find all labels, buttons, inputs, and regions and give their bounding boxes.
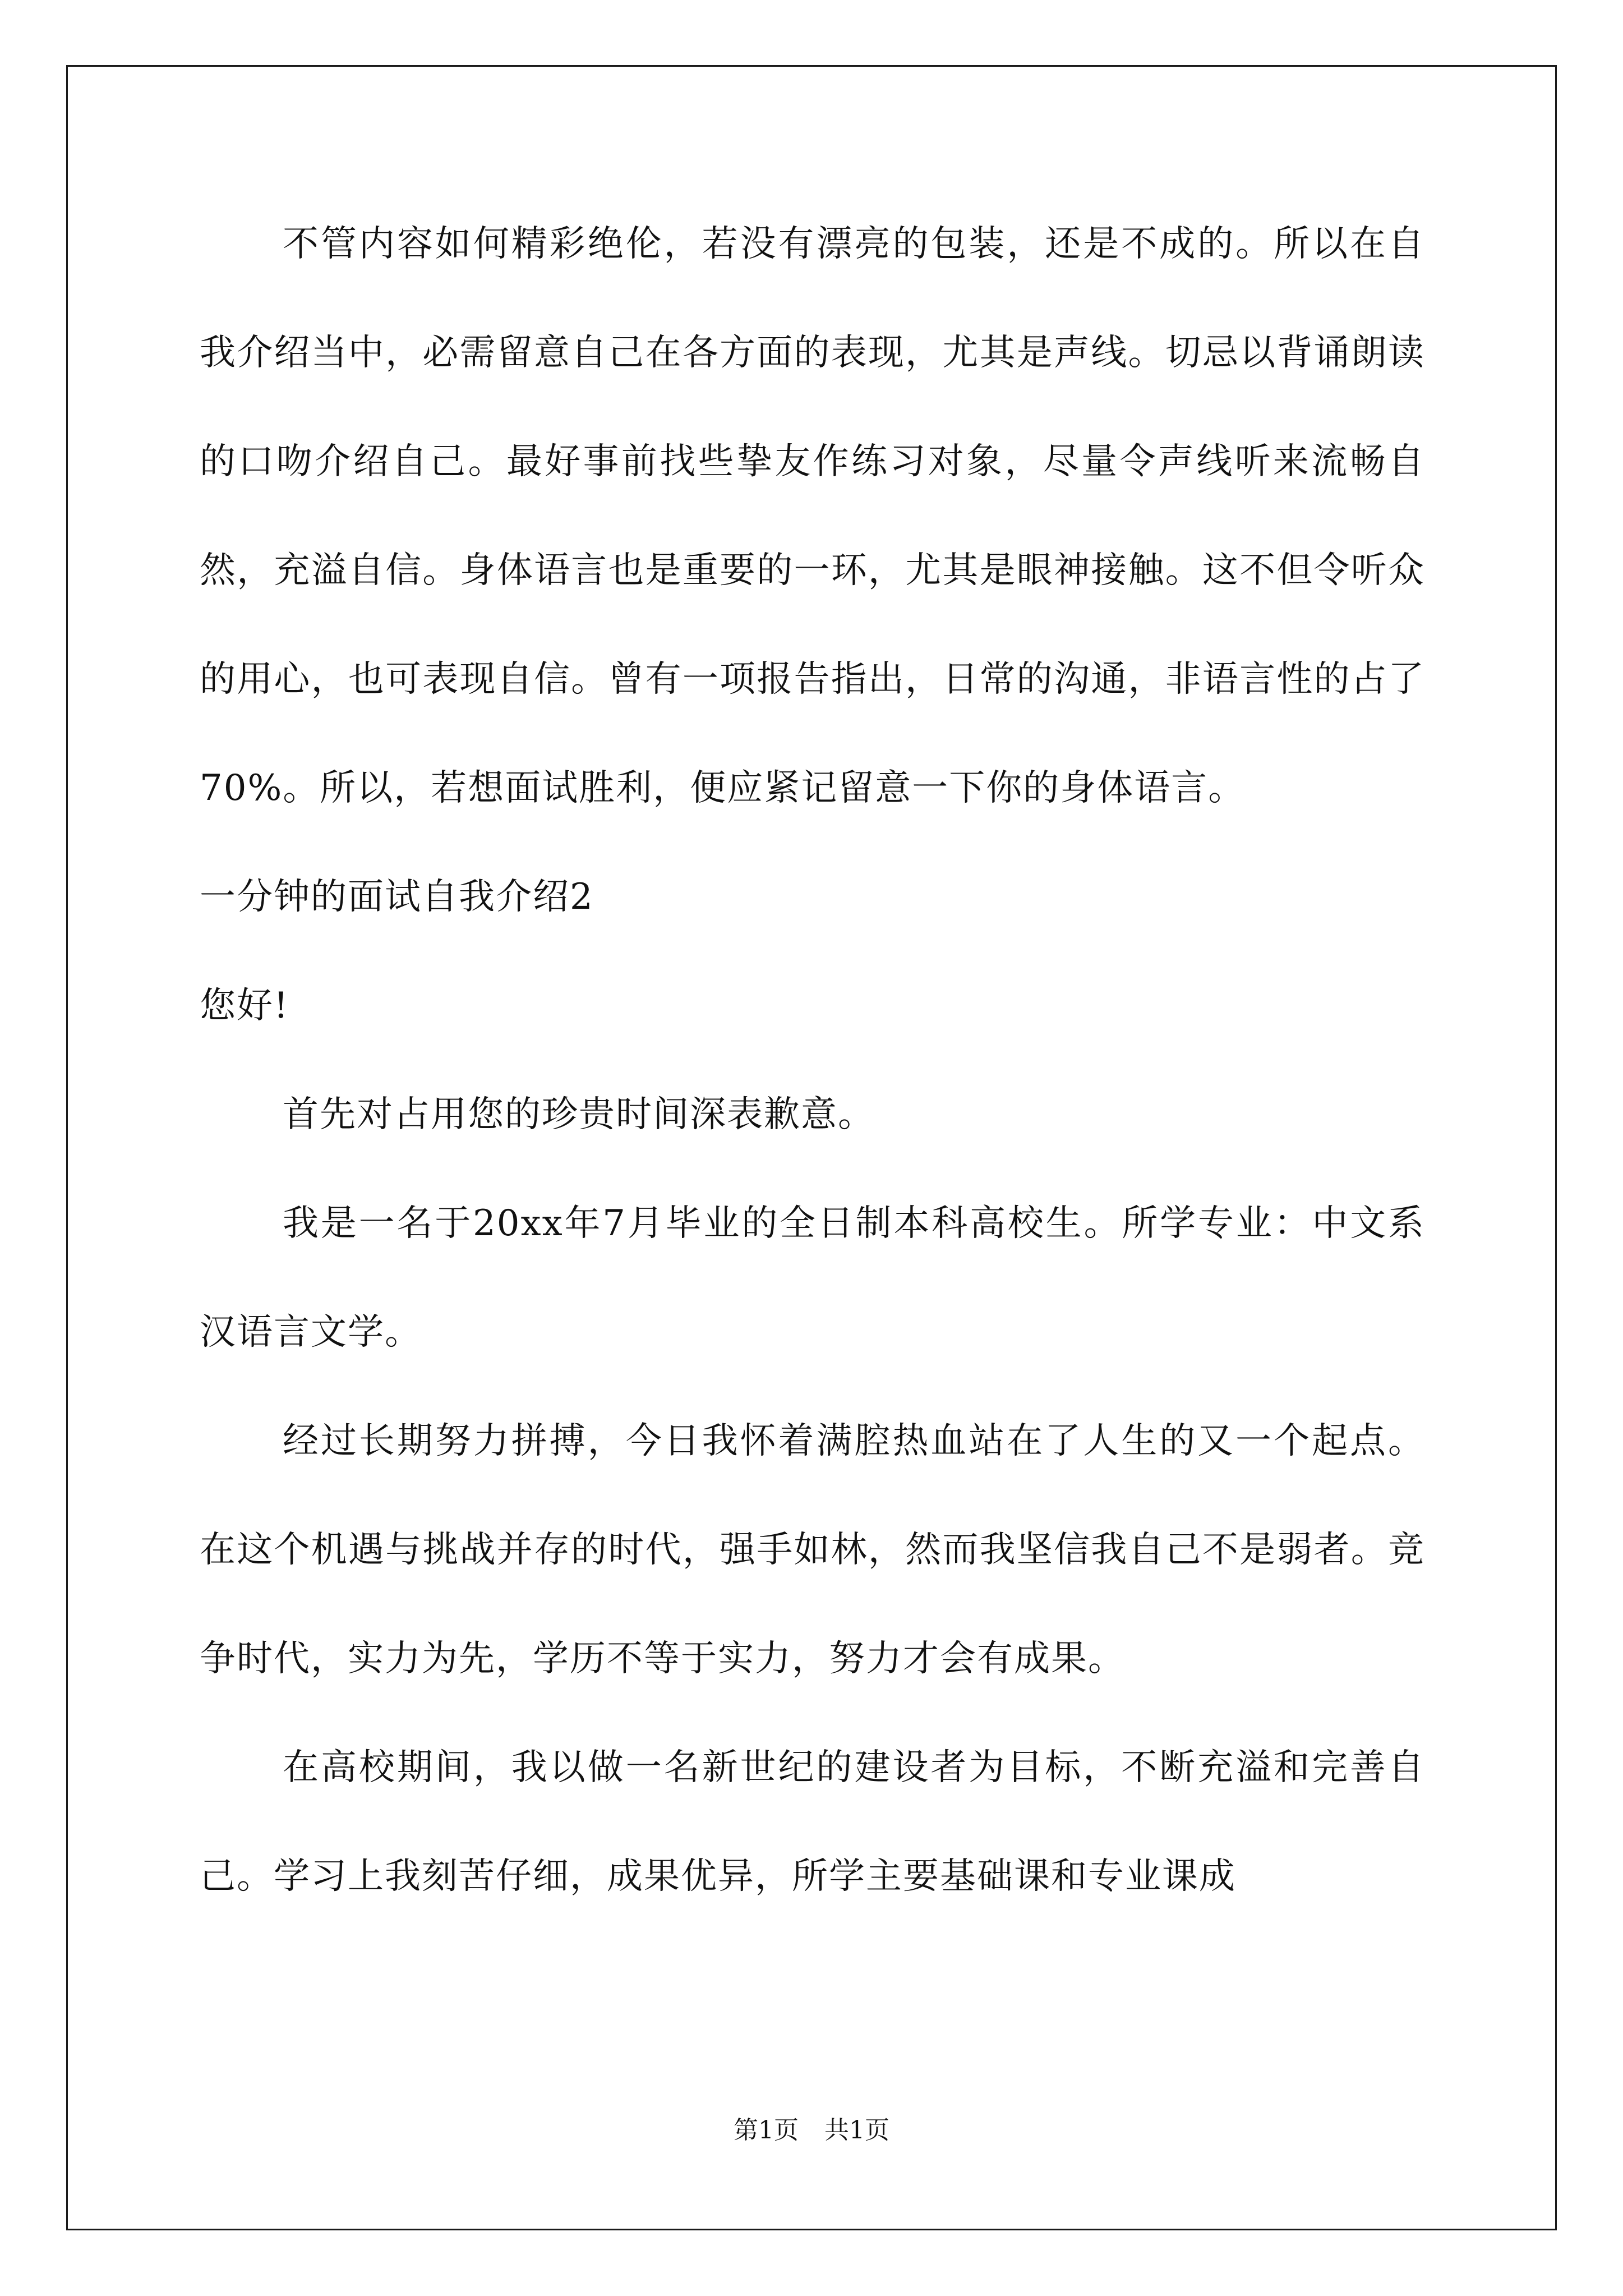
paragraph-ambition: 经过长期努力拼搏，今日我怀着满腔热血站在了人生的又一个起点。在这个机遇与挑战并存的时代，强手如林，然而我坚信我自己不是弱者。竞争时代，实力为先，学历不等于实力，努力才会有成果。	[200, 1420, 1425, 1680]
document-body	[200, 190, 1425, 1931]
greeting: 您好!	[200, 985, 289, 1027]
paragraph-self-presentation: 不管内容如何精彩绝伦，若没有漂亮的包装，还是不成的。所以在自我介绍当中，必需留意自己在各方面的表现，尤其是声线。切忌以背诵朗读的口吻介绍自己。最好事前找些挚友作练习对象，尽量令声线听来流畅自然，充溢自信。身体语言也是重要的一环，尤其是眼神接触。这不但令听众的用心，也可表现自信。曾有一项报告指出，日常的沟通，非语言性的占了70%。所以，若想面试胜利，便应紧记留意一下你的身体语言。	[200, 223, 1425, 809]
page-total: 共1页	[824, 2116, 889, 2145]
paragraph-university: 在高校期间，我以做一名新世纪的建设者为目标，不断充溢和完善自己。学习上我刻苦仔细，成果优异，所学主要基础课和专业课成	[200, 1747, 1425, 1897]
page-footer	[0, 2114, 1623, 2147]
page-number: 第1页	[734, 2116, 799, 2145]
paragraph-education: 我是一名于20xx年7月毕业的全日制本科高校生。所学专业：中文系汉语言文学。	[200, 1203, 1425, 1353]
paragraph-apology: 首先对占用您的珍贵时间深表歉意。	[283, 1094, 875, 1135]
section-heading: 一分钟的面试自我介绍2	[200, 876, 594, 918]
